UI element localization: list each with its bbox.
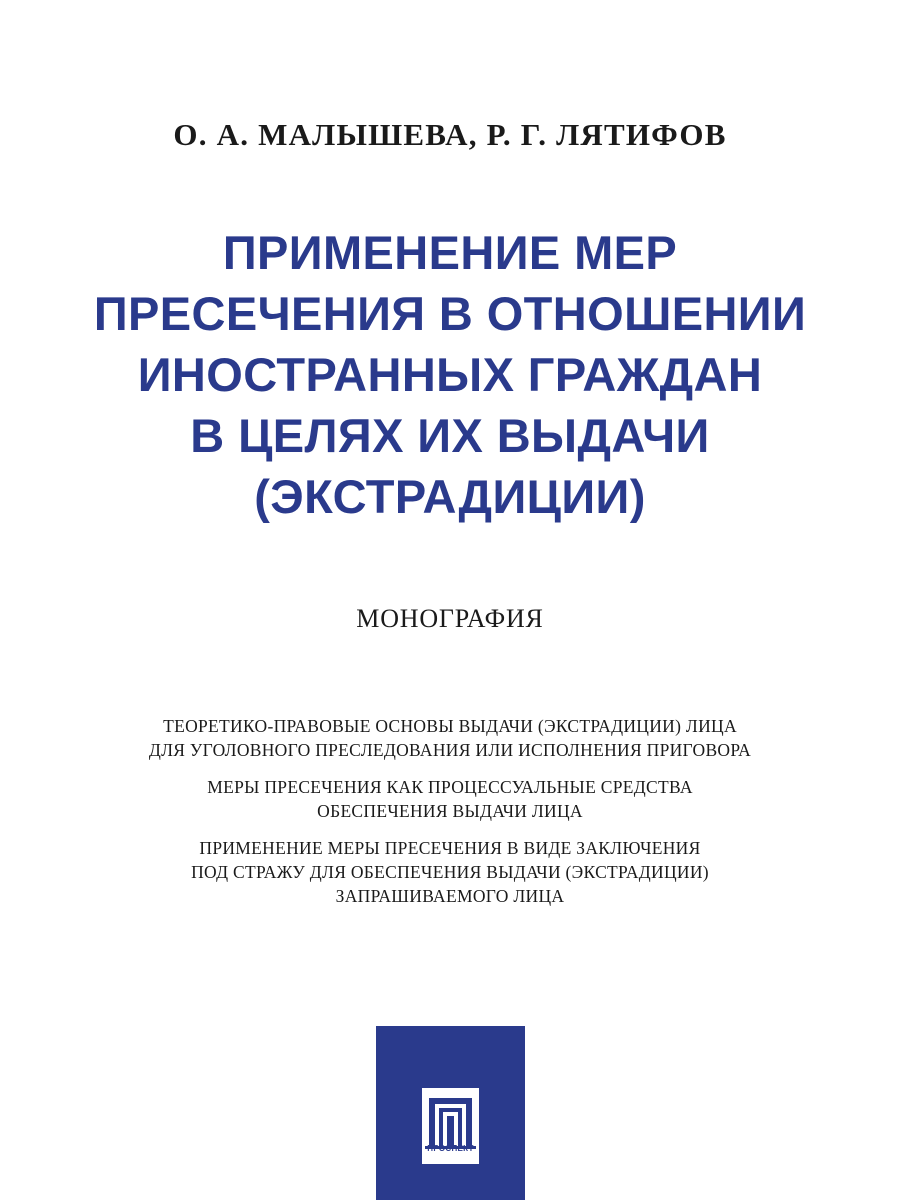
- book-title: [60, 222, 840, 527]
- topic-item: [0, 714, 900, 762]
- topics-list: [0, 714, 900, 921]
- topic-item: [0, 836, 900, 908]
- topic-line: ПОД СТРАЖУ ДЛЯ ОБЕСПЕЧЕНИЯ ВЫДАЧИ (ЭКСТРАДИЦИИ): [191, 862, 709, 882]
- title-line: ПРИМЕНЕНИЕ МЕР: [222, 226, 678, 279]
- topic-line: ЗАПРАШИВАЕМОГО ЛИЦА: [335, 886, 565, 906]
- prospekt-building-logo-icon: [422, 1088, 479, 1164]
- genre-label: МОНОГРАФИЯ: [356, 604, 544, 633]
- title-line: В ЦЕЛЯХ ИХ ВЫДАЧИ: [190, 409, 710, 462]
- topic-line: ПРИМЕНЕНИЕ МЕРЫ ПРЕСЕЧЕНИЯ В ВИДЕ ЗАКЛЮЧЕНИЯ: [199, 838, 701, 858]
- topic-line: ДЛЯ УГОЛОВНОГО ПРЕСЛЕДОВАНИЯ ИЛИ ИСПОЛНЕНИЯ ПРИГОВОРА: [148, 740, 752, 760]
- authors: О. А. МАЛЫШЕВА, Р. Г. ЛЯТИФОВ: [173, 117, 727, 152]
- title-line: ИНОСТРАННЫХ ГРАЖДАН: [137, 348, 763, 401]
- topic-line: ТЕОРЕТИКО-ПРАВОВЫЕ ОСНОВЫ ВЫДАЧИ (ЭКСТРАДИЦИИ) ЛИЦА: [163, 716, 737, 736]
- publisher-name: ПРОСПЕКТ: [427, 1144, 474, 1153]
- topic-item: [0, 775, 900, 823]
- publisher-block: [376, 1026, 525, 1200]
- topic-line: ОБЕСПЕЧЕНИЯ ВЫДАЧИ ЛИЦА: [317, 801, 583, 821]
- title-line: ПРЕСЕЧЕНИЯ В ОТНОШЕНИИ: [93, 287, 807, 340]
- topic-line: МЕРЫ ПРЕСЕЧЕНИЯ КАК ПРОЦЕССУАЛЬНЫЕ СРЕДСТВА: [207, 777, 693, 797]
- title-line: (ЭКСТРАДИЦИИ): [254, 470, 646, 523]
